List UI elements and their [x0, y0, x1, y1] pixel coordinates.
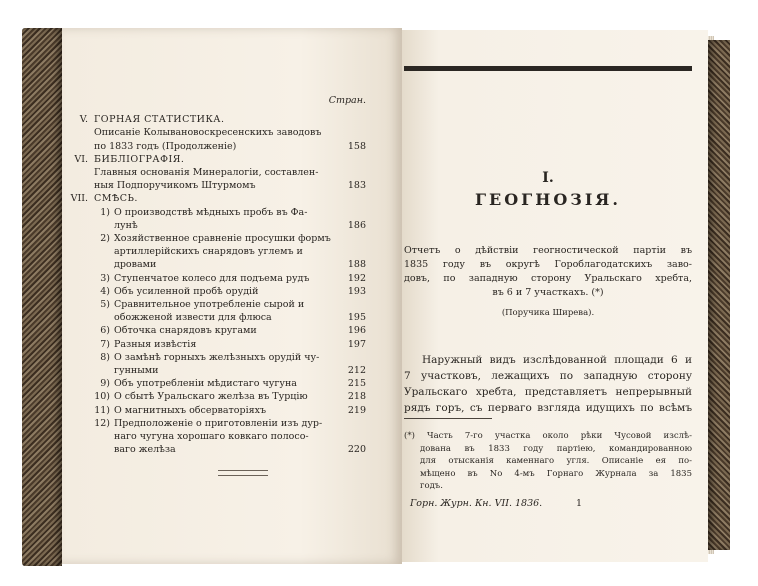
- entry-last-line: [94, 140, 366, 153]
- body-line: Уральскаго хребта, представляетъ непрерывный: [404, 386, 692, 398]
- section-number: VII.: [70, 193, 88, 205]
- item-number: 6): [100, 325, 110, 337]
- page-number: 219: [347, 404, 366, 416]
- page-number: 196: [347, 325, 366, 337]
- page-column-header: Стран.: [328, 95, 366, 106]
- subtitle-line: въ 6 и 7 участкахъ. (*): [492, 287, 604, 298]
- entry-line: Разныя извѣстія: [114, 338, 197, 350]
- ornament-divider: [218, 470, 268, 476]
- footnote: [404, 430, 692, 493]
- section-title: ГОРНАЯ СТАТИСТИКА.: [94, 114, 225, 126]
- chapter-number: I.: [542, 170, 554, 186]
- page-number: 220: [347, 444, 366, 456]
- toc-section: [66, 153, 366, 166]
- item-number: 2): [100, 233, 110, 245]
- body-text: [404, 352, 692, 416]
- section-title: СМѢСЬ.: [94, 193, 138, 205]
- toc-section: [66, 192, 366, 205]
- section-title: БИБЛІОГРАФІЯ.: [94, 153, 185, 165]
- page-number-footer: 1: [576, 498, 583, 509]
- page-number: 158: [347, 140, 366, 152]
- toc-entry: [66, 126, 366, 152]
- body-line: Наружный видъ изслѣдованной площади 6 и: [422, 354, 692, 366]
- book-cover-right: [708, 40, 730, 550]
- item-number: 12): [94, 417, 110, 429]
- toc-item: [66, 417, 366, 457]
- item-number: 8): [100, 351, 110, 363]
- entry-line: Главныя основанія Минералогіи, составлен-: [94, 167, 319, 179]
- author-credit: (Поручика Ширева).: [501, 308, 595, 318]
- item-number: 4): [100, 285, 110, 297]
- article-subtitle: [404, 244, 692, 300]
- section-number: VI.: [74, 153, 88, 165]
- toc-item: [66, 324, 366, 337]
- footnote-line: дована въ 1833 году партіею, командированною: [420, 443, 692, 454]
- toc-section: [66, 113, 366, 126]
- item-number: 1): [100, 206, 110, 218]
- page-number: 218: [347, 391, 366, 403]
- entry-line: наго чугуна хорошаго ковкаго полосо-: [114, 431, 309, 443]
- entry-line: Объ употребленіи мѣдистаго чугуна: [114, 378, 297, 390]
- page-number: 212: [347, 365, 366, 377]
- body-line: 7 участковъ, лежащихъ по западную сторону: [404, 370, 692, 382]
- toc-item: [66, 351, 366, 377]
- item-number: 9): [100, 378, 110, 390]
- toc-item: [66, 338, 366, 351]
- entry-line: Предположеніе о приготовленіи изъ дур-: [114, 417, 323, 429]
- entry-line: О замѣнѣ горныхъ желѣзныхъ орудій чу-: [114, 351, 320, 363]
- entry-last-line: [94, 179, 366, 192]
- toc-item: [66, 232, 366, 272]
- entry-line: Сравнительное употребленіе сырой и: [114, 299, 305, 311]
- entry-line: обожженой извести для флюса: [114, 312, 272, 324]
- toc-item: [66, 206, 366, 232]
- page-number: 192: [347, 272, 366, 284]
- toc-item: [66, 377, 366, 390]
- table-of-contents: [66, 94, 366, 456]
- footnote-line: мѣщено въ No 4-мъ Горнаго Журнала за 1835: [420, 468, 692, 479]
- entry-line: Объ усиленной пробѣ орудій: [114, 285, 259, 297]
- item-number: 11): [94, 404, 110, 416]
- page-number: 188: [347, 259, 366, 271]
- item-number: 5): [100, 299, 110, 311]
- entry-line: Описаніе Колывановоскресенскихъ заводовъ: [94, 127, 322, 139]
- entry-line: ваго желѣза: [114, 444, 176, 456]
- item-number: 10): [94, 391, 110, 403]
- item-number: 3): [100, 272, 110, 284]
- section-number: V.: [79, 114, 88, 126]
- subtitle-line: 1835 году въ округѣ Гороблагодатскихъ заво-: [404, 259, 692, 270]
- entry-line: артиллерійскихъ снарядовъ углемъ и: [114, 246, 303, 258]
- page-number: 193: [347, 285, 366, 297]
- subtitle-line: Отчетъ о дѣйствіи геогностической партіи въ: [404, 245, 692, 256]
- page-number: 215: [347, 378, 366, 390]
- page-number: 195: [347, 312, 366, 324]
- footnote-rule: [404, 418, 492, 419]
- footnote-line: для отысканія каменнаго угля. Описаніе ея по-: [420, 456, 692, 466]
- entry-line: дровами: [114, 259, 157, 271]
- item-number: 7): [100, 338, 110, 350]
- toc-item: [66, 390, 366, 403]
- entry-line: О магнитныхъ обсерваторіяхъ: [114, 404, 267, 416]
- entry-line: гунными: [114, 365, 159, 377]
- entry-line: ныя Подпоручикомъ Штурмомъ: [94, 180, 256, 192]
- toc-entry: [66, 166, 366, 192]
- subtitle-line: довъ, по западную сторону Уральскаго хребта,: [404, 273, 692, 284]
- body-line: рядъ горъ, съ перваго взгляда идущихъ по всѣмъ: [404, 402, 692, 414]
- footnote-line: годъ.: [420, 481, 443, 491]
- toc-item: [66, 298, 366, 324]
- entry-line: Ступенчатое колесо для подъема рудъ: [114, 272, 310, 284]
- book-cover-left: [22, 28, 62, 566]
- page-number: 183: [347, 180, 366, 192]
- entry-line: Хозяйственное сравненіе просушки формъ: [114, 233, 331, 245]
- page-number: 197: [347, 338, 366, 350]
- toc-item: [66, 272, 366, 285]
- header-rule: [404, 66, 692, 71]
- toc-item: [66, 404, 366, 417]
- entry-line: Обточка снарядовъ кругами: [114, 325, 257, 337]
- toc-item: [66, 285, 366, 298]
- chapter-title: ГЕОГНОЗІЯ.: [475, 190, 621, 209]
- entry-line: О производствѣ мѣдныхъ пробъ въ Фа-: [114, 206, 308, 218]
- entry-line: лунѣ: [114, 219, 138, 231]
- entry-line: по 1833 годъ (Продолженіе): [94, 140, 237, 152]
- entry-line: О сбытѣ Уральскаго желѣза въ Турцію: [114, 391, 308, 403]
- journal-signature: Горн. Журн. Кн. VII. 1836.: [410, 498, 543, 509]
- footnote-line: (*) Часть 7-го участка около рѣки Чусовой изслѣ-: [404, 431, 692, 441]
- page-number: 186: [347, 219, 366, 231]
